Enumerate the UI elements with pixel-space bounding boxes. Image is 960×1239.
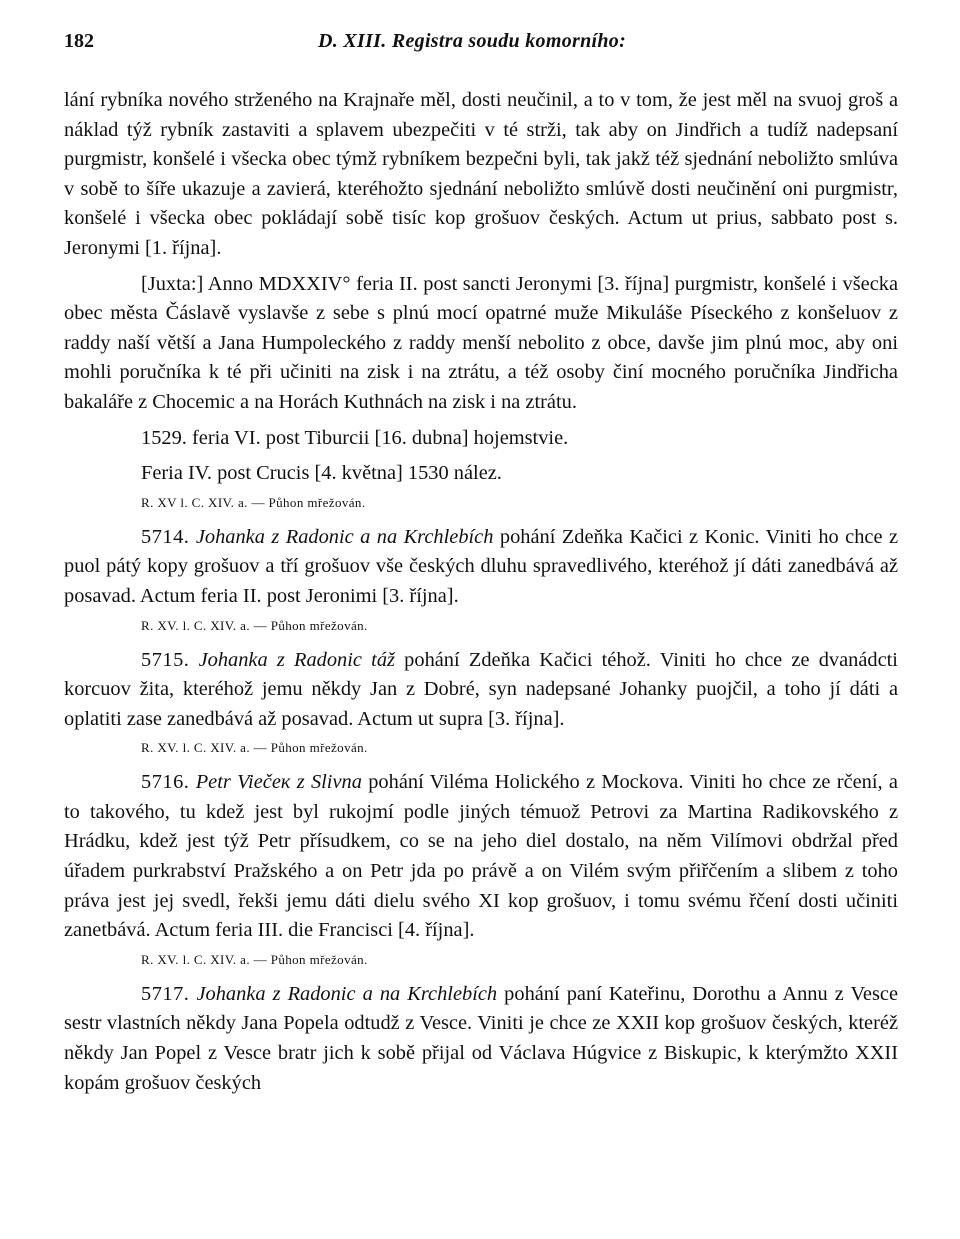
document-body [64, 86, 898, 1098]
entry-party: Petr Viečeк z Slivna [195, 771, 362, 794]
running-header [64, 30, 898, 70]
entry-5716 [64, 768, 898, 946]
entry-text: pohání Zdeňka Kačici téhož. Viniti ho chce ze dvanádcti korcuov žita, kteréhož jemu někdy Jan z Dobré, syn nadepsané Johanky puojčil, a toho jí dáti a oplatiti zase zanedbává až posavad. Actum ut supra [3. října]. [64, 648, 898, 730]
entry-number: 5716. [141, 771, 190, 794]
archival-note: R. XV. l. C. XIV. a. — Půhon mřežován. [141, 951, 368, 967]
paragraph-date-1529: 1529. feria VI. post Tiburcii [16. dubna] hojemstvie. [141, 426, 569, 449]
entry-number: 5717. [141, 982, 190, 1005]
archival-note: R. XV. l. C. XIV. a. — Půhon mřežován. [141, 740, 368, 756]
entry-party: Johanka z Radonic a na Krchlebích [196, 982, 498, 1005]
archival-note: R. XV. l. C. XIV. a. — Půhon mřežován. [141, 617, 368, 633]
entry-5717 [64, 980, 898, 1098]
document-page [64, 30, 898, 1098]
paragraph-juxta: [Juxta:] Anno MDXXIV° feria II. post sancti Jeronymi [3. října] purgmistr, konšelé i všecka obec města Čáslavě vyslavše z sebe s plnú mocí opatrné muže Mikuláše Píseckého z konšeluov z raddy naší větší a Jana Humpoleckého z raddy menší nebolito z obce, davše jim plnú moc, aby oni mohli poručníka k té při učiniti na zisk i na ztrátu, a též osoby činí mocného poručníka Jindřicha bakaláře z Chocemic a na Horách Kuthnách na zisk i na ztrátu. [64, 272, 898, 413]
running-title: D. XIII. Registra soudu komorního: [318, 30, 627, 52]
archival-note: R. XV l. C. XIV. a. — Půhon mřežován. [141, 494, 366, 510]
entry-number: 5715. [141, 648, 190, 671]
entry-party: Johanka z Radonic táž [198, 648, 395, 671]
entry-text: pohání Zdeňka Kačici z Konic. Viniti ho chce z puol pátý kopy grošuov a tří grošuov vše českých dluhu spravedlivého, kteréhož jí dáti zanedbává až posavad. Actum feria II. post Jeronimi [3. října]. [64, 525, 898, 607]
page-number: 182 [64, 30, 94, 52]
entry-number: 5714. [141, 525, 190, 548]
entry-5715 [64, 646, 898, 735]
entry-5714 [64, 523, 898, 612]
paragraph-date-1530: Feria IV. post Crucis [4. května] 1530 nález. [141, 462, 502, 485]
entry-text: pohání paní Kateřinu, Dorothu a Annu z Vesce sestr vlastních někdy Jana Popela odtudž z Vesce. Viniti je chce ze XXII kop grošuov českých, kteréž někdy Jan Popel z Vesce bratr jich k sobě přijal od Václava Húgvice z Biskupic, k kterýmžto XXII kopám grošuov českých [64, 982, 898, 1094]
paragraph-continuation: lání rybníka nového strženého na Krajnaře měl, dosti neučinil, a to v tom, že jest měl na svuoj groš a náklad týž rybník zastaviti a splavem ubezpečiti v té strži, tak aby on Jindřich a tudíž nadepsaní purgmistr, konšelé i všecka obec týmž rybníkem bezpečni byli, tak jakž též sjednání neboližto smlúva v sobě to šíře ukazuje a zavierá, kteréhožto sjednání neboližto smlúvě dosti neučinění oni purgmistr, konšelé i všecka obec pokládají sobě tisíc kop grošuov českých. Actum ut prius, sabbato post s. Jeronymi [1. října]. [64, 89, 898, 259]
entry-text: pohání Viléma Holického z Mockova. Viniti ho chce ze rčení, a to takového, tu kdež jest byl rukojmí podle jiných témuož Petrovi za Martina Radikovského z Hrádku, kdež jest týž Petr přísudkem, co se na jeho diel dostalo, na něm Vilímovi obdržal před úřadem purkrabství Pražského a on Petr jda po právě a on Vilém svým přiřčením a slibem z toho práva jest jej svedl, řekši jemu dáti dielu svého XI kop grošuov, i tomu svému řčení dosti učiniti zanetbává. Actum feria III. die Francisci [4. října]. [64, 771, 898, 942]
entry-party: Johanka z Radonic a na Krchlebích [195, 525, 494, 548]
